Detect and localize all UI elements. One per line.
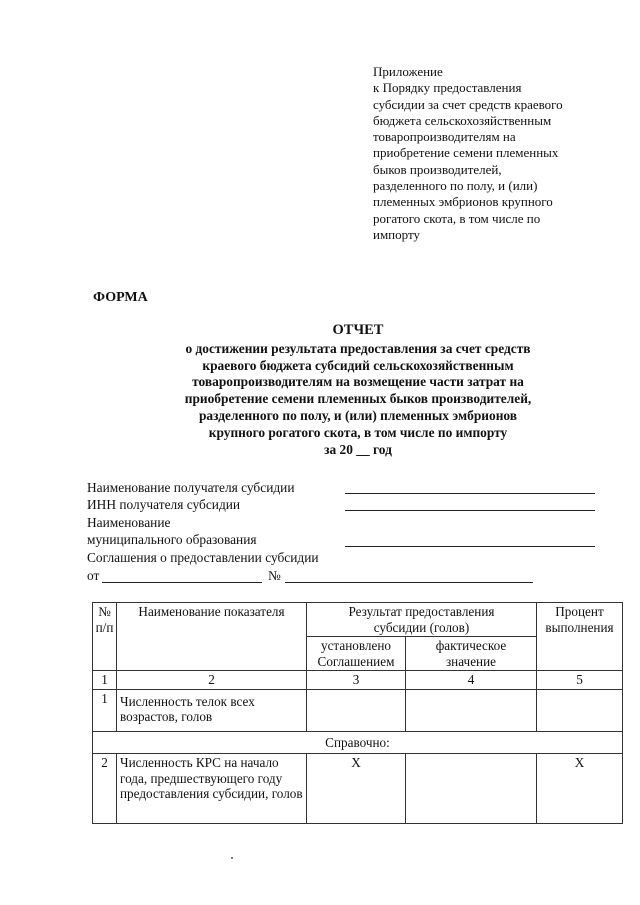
recipient-inn-label: ИНН получателя субсидии <box>87 497 241 512</box>
agreement-label: Соглашения о предоставлении субсидии <box>87 550 319 565</box>
title-line: о достижении результата предоставления за счет средств <box>185 340 531 356</box>
header-num: № п/п <box>93 603 117 671</box>
row-num: 1 <box>93 689 117 731</box>
row-actual[interactable] <box>406 754 537 824</box>
table-header-row <box>93 603 623 637</box>
appendix-line: бюджета сельскохозяйственным <box>373 112 552 128</box>
appendix-line: рогатого скота, в том числе по <box>373 210 541 226</box>
column-number: 1 <box>93 671 117 690</box>
row-established: X <box>307 754 406 824</box>
row-actual[interactable] <box>406 689 537 731</box>
table-row <box>93 689 623 731</box>
scan-dot <box>231 857 233 859</box>
header-actual: фактическое значение <box>406 637 537 671</box>
title-line: приобретение семени племенных быков производителей, <box>184 391 532 407</box>
title-line: краевого бюджета субсидий сельскохозяйственным <box>202 357 514 373</box>
title-line: крупного рогатого скота, в том числе по импорту <box>208 424 508 440</box>
recipient-inn-field[interactable] <box>345 510 595 511</box>
agreement-number-field[interactable] <box>285 582 533 583</box>
agreement-date-field[interactable] <box>102 582 262 583</box>
appendix-line: приобретение семени племенных <box>373 145 559 161</box>
agreement-date-label: от <box>87 568 100 583</box>
municipality-label: Наименование <box>87 515 171 530</box>
row-indicator: Численность КРС на начало года, предшествующего году предоставления субсидии, голов <box>117 754 307 824</box>
header-indicator: Наименование показателя <box>117 603 307 671</box>
column-number: 5 <box>537 671 623 690</box>
row-indicator: Численность телок всех возрастов, голов <box>117 689 307 731</box>
row-percent: X <box>537 754 623 824</box>
column-number: 2 <box>117 671 307 690</box>
title-line: разделенного по полу, и (или) племенных эмбрионов <box>198 407 517 423</box>
appendix-line: племенных эмбрионов крупного <box>373 194 553 210</box>
column-numbers-row <box>93 671 623 690</box>
appendix-line: к Порядку предоставления <box>373 80 522 96</box>
municipality-label-cont: муниципального образования <box>87 532 257 547</box>
table-row <box>93 754 623 824</box>
reference-row <box>93 731 623 754</box>
header-result: Результат предоставления субсидии (голов) <box>307 603 537 637</box>
report-table <box>92 602 623 824</box>
appendix-line: разделенного по полу, и (или) <box>373 178 538 194</box>
appendix-line: импорту <box>373 226 420 242</box>
recipient-name-field[interactable] <box>345 493 595 494</box>
row-num: 2 <box>93 754 117 824</box>
appendix-line: быков производителей, <box>373 161 502 177</box>
column-number: 4 <box>406 671 537 690</box>
row-established[interactable] <box>307 689 406 731</box>
header-percent: Процент выполнения <box>537 603 623 671</box>
appendix-line: Приложение <box>373 64 443 79</box>
appendix-line: субсидии за счет средств краевого <box>373 96 563 112</box>
agreement-number-label: № <box>268 568 281 583</box>
appendix-line: товаропроизводителям на <box>373 129 516 145</box>
report-heading: ОТЧЕТ <box>332 322 384 338</box>
report-title <box>0 322 640 458</box>
appendix-note <box>373 64 623 243</box>
header-established: установлено Соглашением <box>307 637 406 671</box>
row-percent[interactable] <box>537 689 623 731</box>
report-period: за 20 __ год <box>324 441 392 457</box>
recipient-name-label: Наименование получателя субсидии <box>87 480 295 495</box>
column-number: 3 <box>307 671 406 690</box>
title-line: товаропроизводителям на возмещение части затрат на <box>192 374 524 390</box>
municipality-field[interactable] <box>345 546 595 547</box>
form-label: ФОРМА <box>93 290 148 305</box>
reference-label: Справочно: <box>93 731 623 754</box>
